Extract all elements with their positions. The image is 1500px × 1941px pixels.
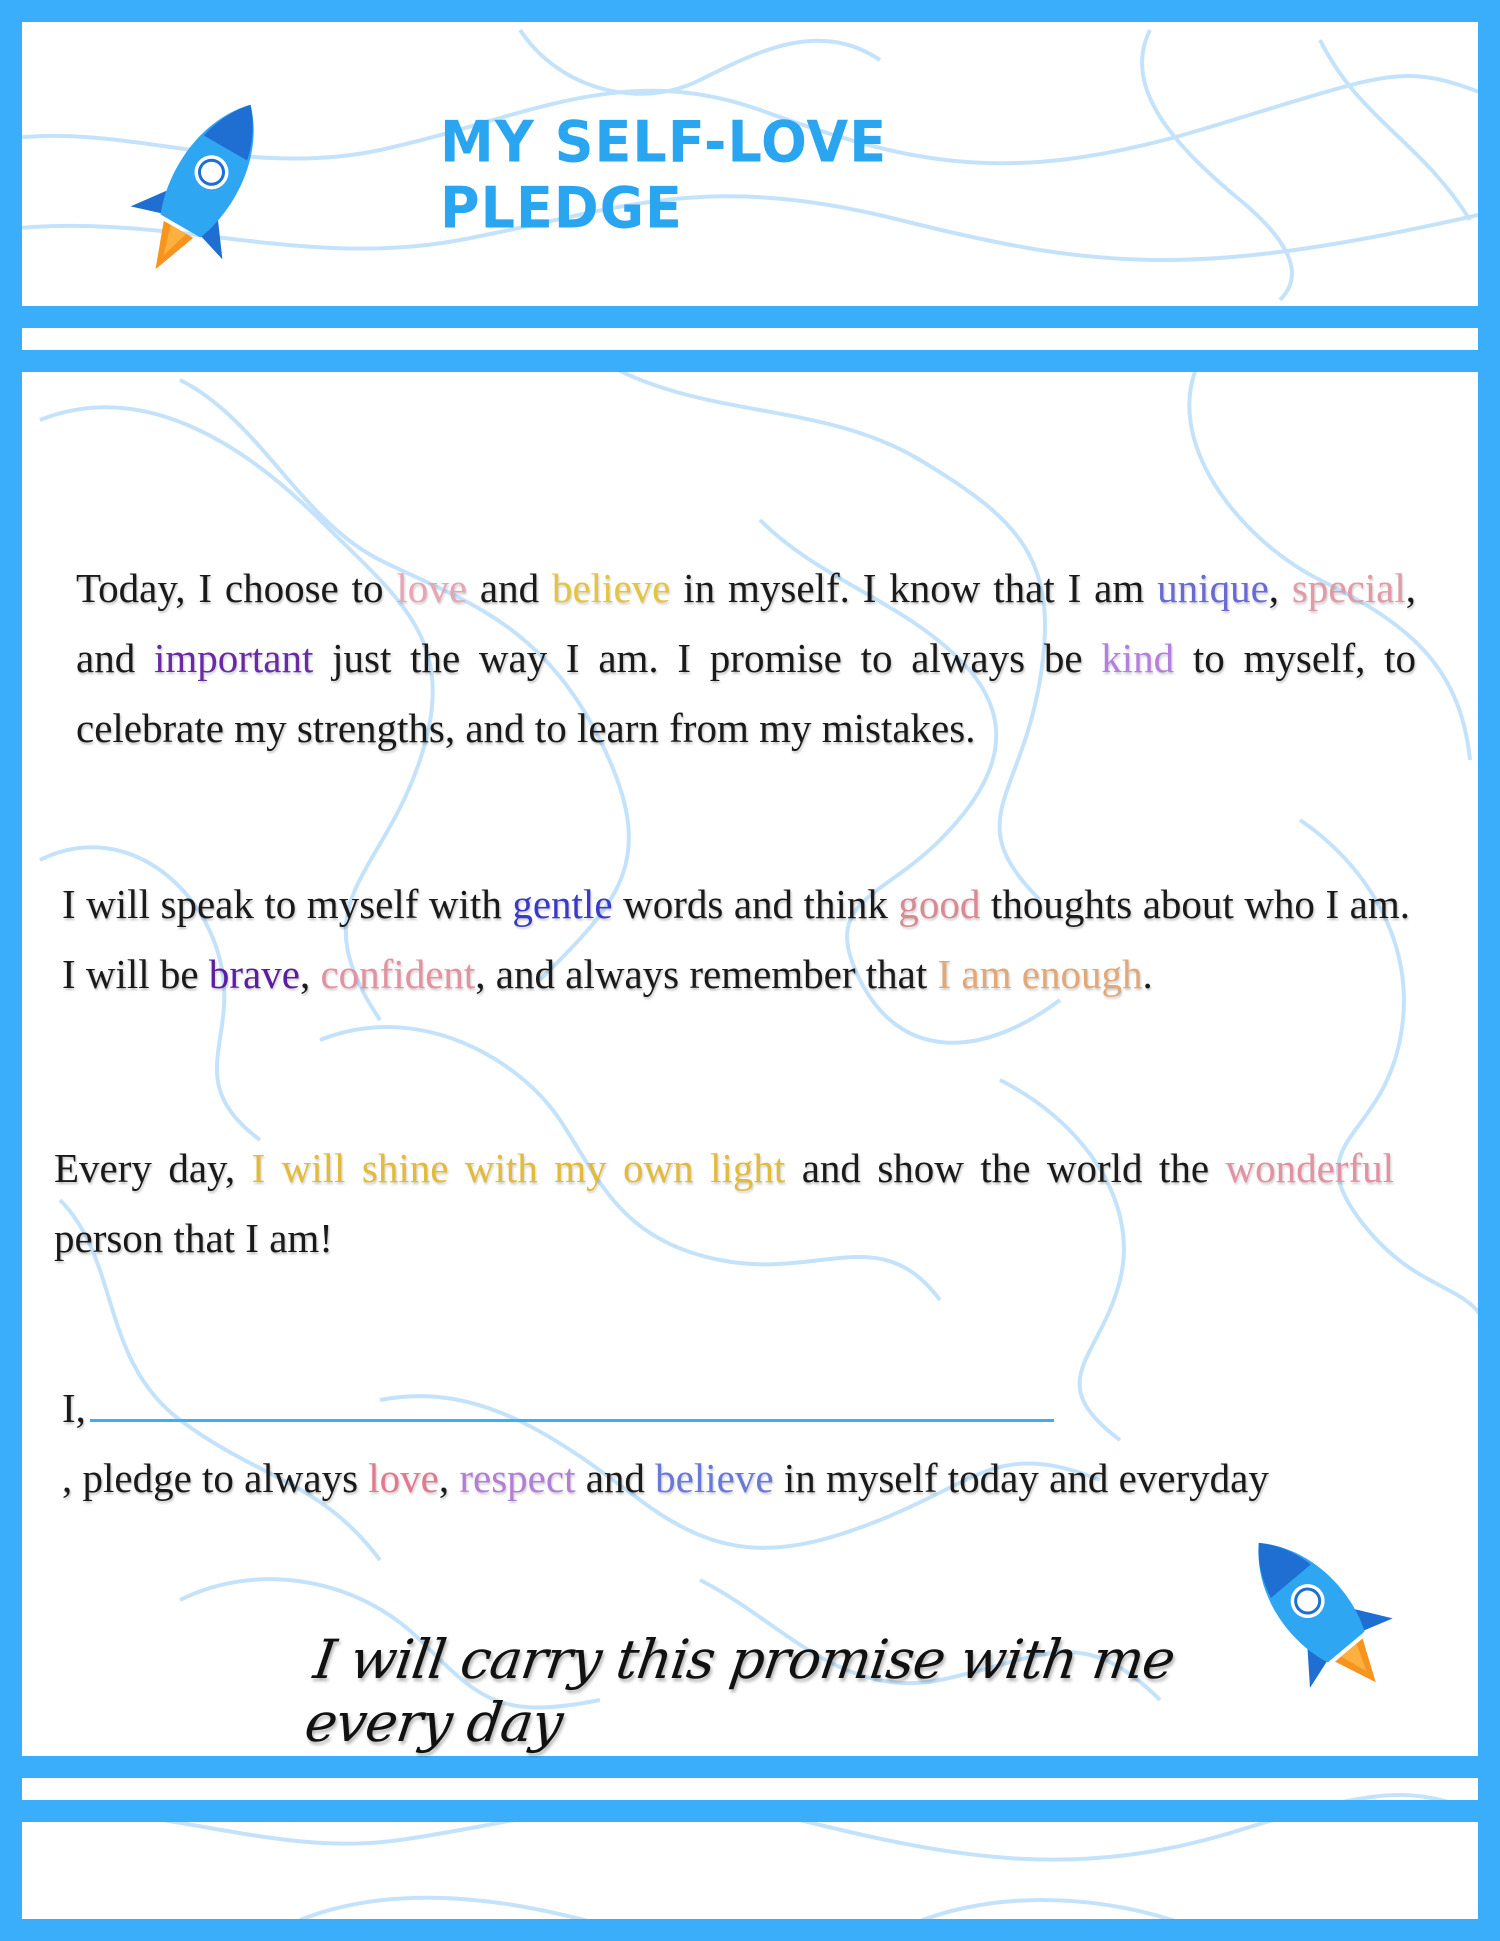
page-title: MY SELF-LOVE PLEDGE [440,108,888,242]
keyword-love: love [368,1455,439,1501]
keyword-wonderful: wonderful [1225,1145,1394,1191]
pledge-prefix: I, [62,1385,86,1431]
pledge-paragraph-3: Every day, I will shine with my own light and show the world the wonderful person that I am! [54,1145,1394,1261]
keyword-respect: respect [459,1455,576,1501]
keyword-love: love [396,565,467,611]
closing-promise: I will carry this promise with me every day [301,1628,1179,1754]
keyword-unique: unique [1157,565,1269,611]
frame-right [1478,0,1500,1941]
keyword-good: good [898,881,981,927]
keyword-enough: I am enough [937,951,1143,997]
keyword-confident: confident [320,951,476,997]
keyword-special: special [1291,565,1406,611]
frame-content-top [0,350,1500,372]
keyword-believe: believe [551,565,671,611]
frame-bottom [0,1919,1500,1941]
frame-header-bottom [0,306,1500,328]
signature-line[interactable] [90,1419,1054,1422]
keyword-shine: I will shine with my own light [251,1145,786,1191]
frame-left [0,0,22,1941]
keyword-gentle: gentle [512,881,613,927]
rocket-icon [1218,1518,1414,1704]
frame-content-bottom [0,1756,1500,1778]
pledge-signature: I, , pledge to always love, respect and believe in myself today and everyday [62,1385,1269,1501]
keyword-important: important [153,635,314,681]
keyword-kind: kind [1101,635,1175,681]
keyword-believe: believe [655,1455,774,1501]
pledge-paragraph-1: Today, I choose to love and believe in myself. I know that I am unique, special, and important just the way I am. I promise to always be kind to myself, to celebrate my strengths, and to learn from my mistakes. [76,565,1416,751]
keyword-brave: brave [208,951,300,997]
frame-footer-top [0,1800,1500,1822]
frame-top [0,0,1500,22]
pledge-paragraph-2: I will speak to myself with gentle words and think good thoughts about who I am. I will be brave, confident, and always remember that I am enough. [62,881,1410,997]
rocket-icon [118,82,288,292]
